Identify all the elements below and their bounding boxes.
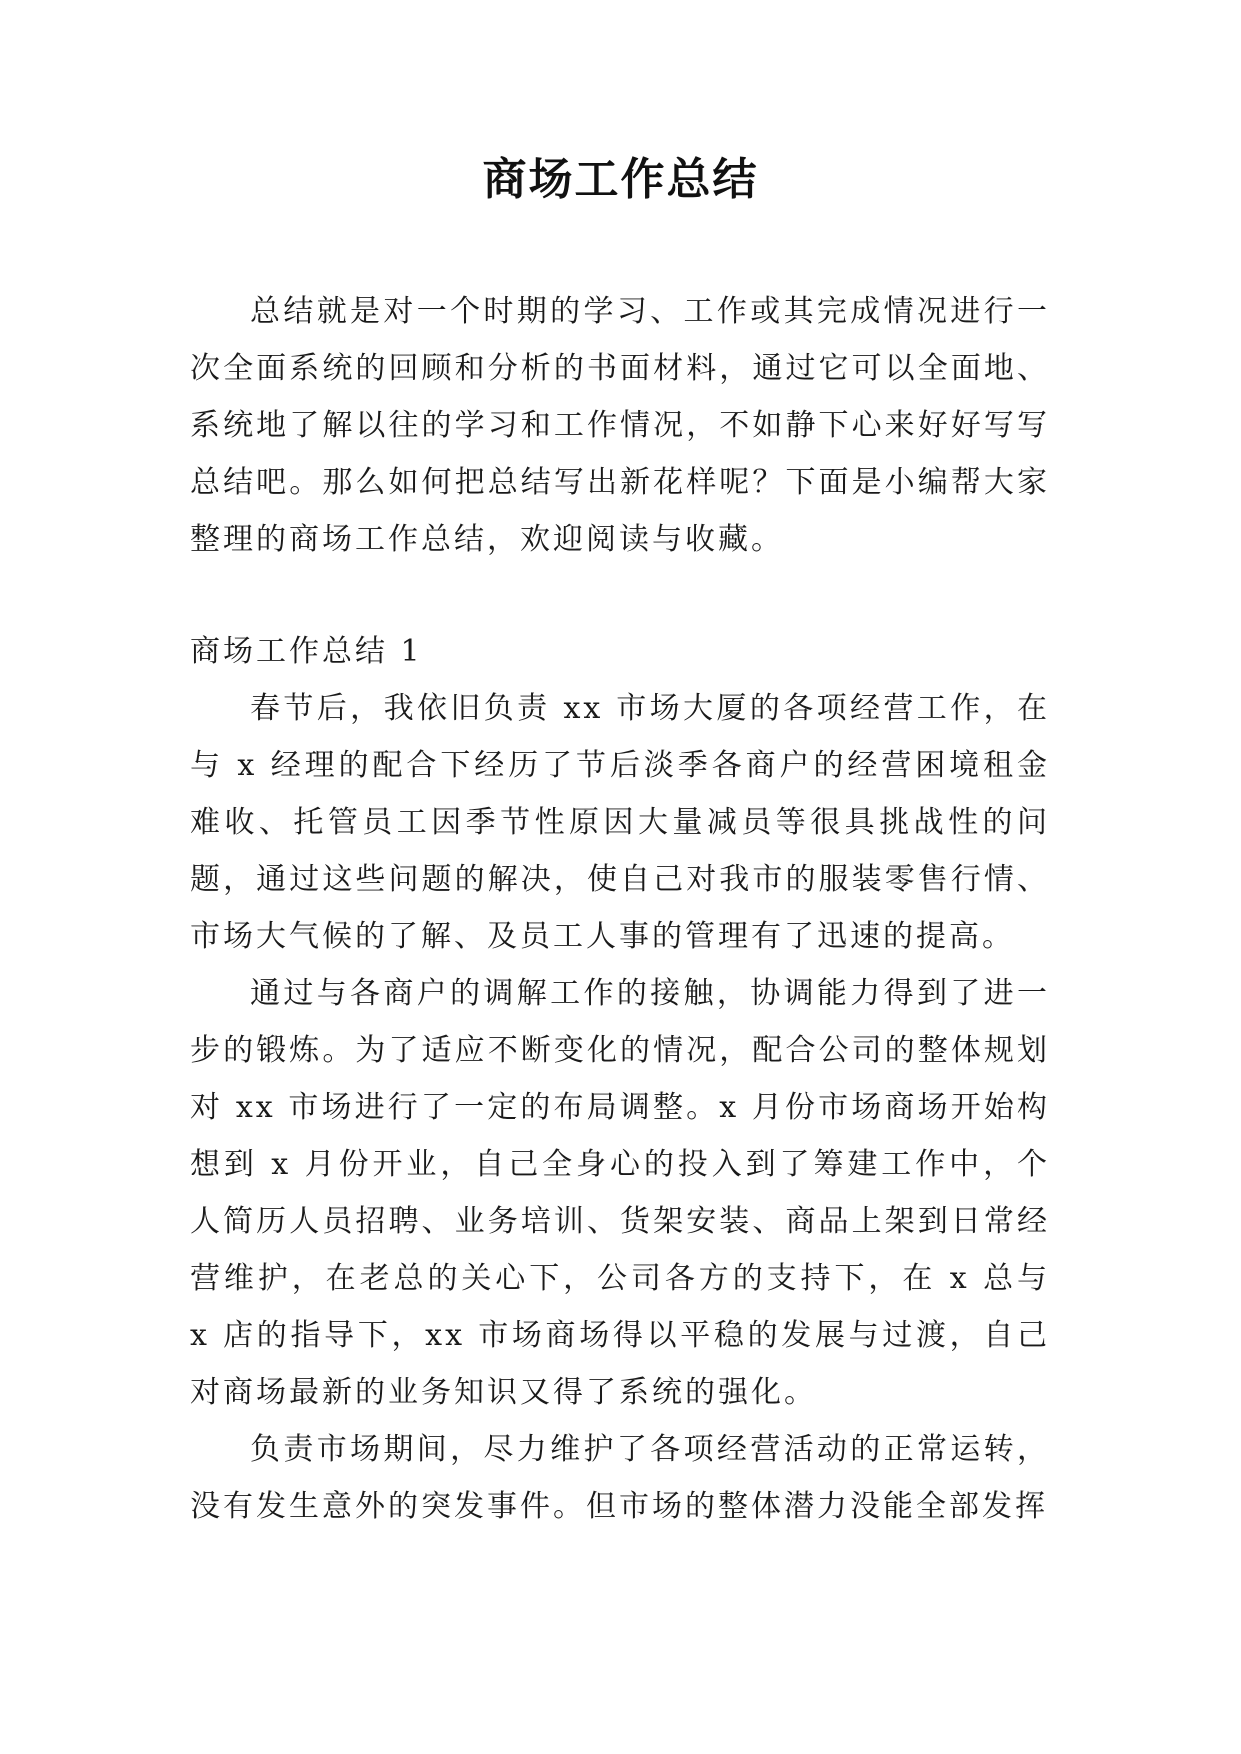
section-heading: 商场工作总结 1 (190, 634, 423, 669)
body-paragraph-2: 通过与各商户的调解工作的接触，协调能力得到了进一步的锻炼。为了适应不断变化的情况，配合公司的整体规划对 xx 市场进行了一定的布局调整。x 月份市场商场开始构想到 x 月份开业，自己全身心的投入到了筹建工作中，个人简历人员招聘、业务培训、货架安装、商品上架到日常经营维护，在老总的关心下，公司各方的支持下，在 x 总与 x 店的指导下，xx 市场商场得以平稳的发展与过渡，自己对商场最新的业务知识又得了系统的强化。 (190, 976, 1050, 1410)
body-paragraph-3: 负责市场期间，尽力维护了各项经营活动的正常运转，没有发生意外的突发事件。但市场的整体潜力没能全部发挥 (190, 1432, 1050, 1524)
document-body (190, 283, 1050, 1535)
intro-paragraph: 总结就是对一个时期的学习、工作或其完成情况进行一次全面系统的回顾和分析的书面材料，通过它可以全面地、系统地了解以往的学习和工作情况，不如静下心来好好写写总结吧。那么如何把总结写出新花样呢？下面是小编帮大家整理的商场工作总结，欢迎阅读与收藏。 (190, 294, 1050, 557)
body-paragraph-1: 春节后，我依旧负责 xx 市场大厦的各项经营工作，在与 x 经理的配合下经历了节后淡季各商户的经营困境租金难收、托管员工因季节性原因大量减员等很具挑战性的问题，通过这些问题的解决，使自己对我市的服装零售行情、市场大气候的了解、及员工人事的管理有了迅速的提高。 (190, 691, 1050, 954)
document-title: 商场工作总结 (482, 154, 759, 205)
